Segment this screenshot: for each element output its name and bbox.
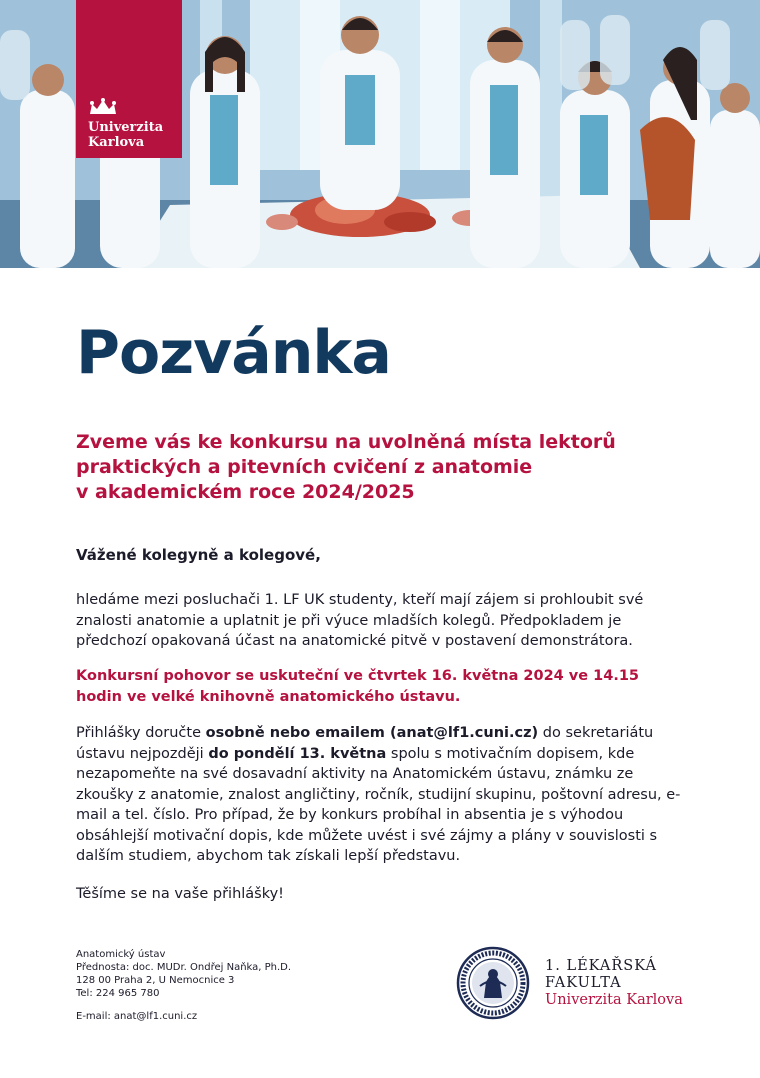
crown-icon <box>88 98 118 116</box>
university-seal-icon <box>456 946 530 1020</box>
subtitle-line-1: Zveme vás ke konkursu na uvolněná místa lektorů <box>76 431 616 453</box>
salutation: Vážené kolegyně a kolegové, <box>76 546 321 564</box>
footer-address: 128 00 Praha 2, U Nemocnice 3 <box>76 975 235 986</box>
footer-phone: Tel: 224 965 780 <box>76 988 160 999</box>
faculty-line-3: Univerzita Karlova <box>545 992 683 1008</box>
brand-line-2: Karlova <box>88 135 145 150</box>
university-logo <box>76 0 182 158</box>
footer-email: E-mail: anat@lf1.cuni.cz <box>76 1011 198 1022</box>
footer-contact <box>76 948 376 1023</box>
application-paragraph <box>76 723 686 867</box>
brand-line-1: Univerzita <box>88 120 164 135</box>
subtitle-line-2: praktických a pitevních cvičení z anatomie <box>76 456 533 478</box>
hero-image <box>0 0 760 268</box>
university-name <box>88 120 163 150</box>
closing-line: Těšíme se na vaše přihlášky! <box>76 886 284 902</box>
faculty-logo <box>545 958 683 1009</box>
footer-institute: Anatomický ústav <box>76 949 166 960</box>
footer-head: Přednosta: doc. MUDr. Ondřej Naňka, Ph.D. <box>76 962 292 973</box>
application-text-2: do sekretariátu ústavu nejpozději <box>76 725 654 762</box>
intro-paragraph: hledáme mezi posluchači 1. LF UK studenty, kteří mají zájem si prohloubit své znalosti anatomie a uplatnit je při výuce mladších kolegů. Předpokladem je předchozí opakovaná účast na anatomické pitvě v postavení demonstrátora. <box>76 592 644 649</box>
page-title: Pozvánka <box>76 318 391 388</box>
subtitle-line-3: v akademickém roce 2024/2025 <box>76 481 415 503</box>
application-text-3: spolu s motivačním dopisem, kde nezapomeňte na své dosavadní aktivity na Anatomickém ústavu, známku ze zkoušky z anatomie, znalost angličtiny, ročník, studijní skupinu, poštovní adresu, e-mail a tel. číslo. Pro případ, že by konkurs probíhal in absentia je s výhodou obsáhlejší motivační dopis, kde můžete uvést i své zájmy a plány v souvislosti s dalším studiem, abychom tak získali lepší představu. <box>76 745 681 864</box>
faculty-line-2: FAKULTA <box>545 975 622 991</box>
subtitle <box>76 430 696 505</box>
application-text-1: Přihlášky doručte <box>76 725 206 741</box>
faculty-line-1: 1. LÉKAŘSKÁ <box>545 958 657 974</box>
application-method: osobně nebo emailem (anat@lf1.cuni.cz) <box>205 725 539 741</box>
interview-notice: Konkursní pohovor se uskuteční ve čtvrtek 16. května 2024 ve 14.15 hodin ve velké knihovně anatomického ústavu. <box>76 668 640 705</box>
application-deadline: do pondělí 13. května <box>208 745 387 762</box>
